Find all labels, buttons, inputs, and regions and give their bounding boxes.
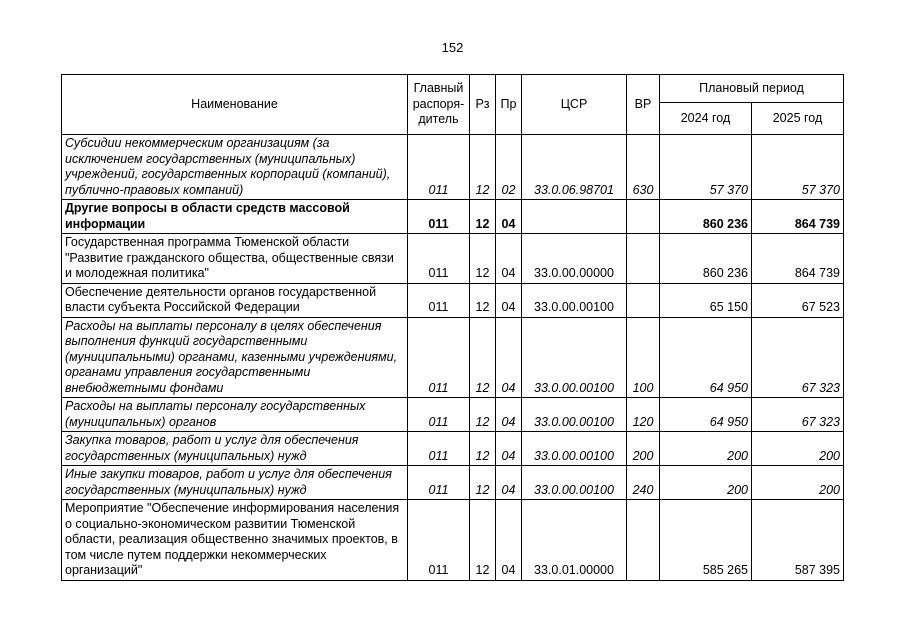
row-main-manager: 011 xyxy=(408,200,470,234)
row-name: Мероприятие "Обеспечение информирования населения о социально-экономическом развитии Тюменской области, реализация общественно значимых проектов, в том числе путем поддержки некоммерческих организаций" xyxy=(62,500,408,581)
row-vr: 120 xyxy=(627,398,660,432)
table-row xyxy=(62,432,844,466)
row-pr: 04 xyxy=(496,317,522,398)
row-vr: 100 xyxy=(627,317,660,398)
row-amount-2024: 860 236 xyxy=(660,200,752,234)
row-csr: 33.0.00.00000 xyxy=(522,234,627,284)
row-amount-2025: 67 323 xyxy=(752,317,844,398)
row-rz: 12 xyxy=(470,398,496,432)
header-pr: Пр xyxy=(496,75,522,135)
row-rz: 12 xyxy=(470,200,496,234)
row-rz: 12 xyxy=(470,135,496,200)
row-rz: 12 xyxy=(470,283,496,317)
table-body xyxy=(62,135,844,581)
header-csr: ЦСР xyxy=(522,75,627,135)
table-row xyxy=(62,500,844,581)
row-main-manager: 011 xyxy=(408,398,470,432)
table-row xyxy=(62,398,844,432)
table-row xyxy=(62,234,844,284)
row-main-manager: 011 xyxy=(408,283,470,317)
table-row xyxy=(62,317,844,398)
row-vr: 630 xyxy=(627,135,660,200)
row-csr: 33.0.00.00100 xyxy=(522,317,627,398)
row-csr: 33.0.01.00000 xyxy=(522,500,627,581)
row-main-manager: 011 xyxy=(408,466,470,500)
row-amount-2025: 67 323 xyxy=(752,398,844,432)
header-year-2024: 2024 год xyxy=(660,103,752,135)
row-amount-2024: 200 xyxy=(660,466,752,500)
page-number: 152 xyxy=(441,40,464,55)
table-row xyxy=(62,466,844,500)
row-csr: 33.0.00.00100 xyxy=(522,398,627,432)
row-pr: 04 xyxy=(496,432,522,466)
row-pr: 04 xyxy=(496,234,522,284)
row-vr xyxy=(627,200,660,234)
row-amount-2025: 57 370 xyxy=(752,135,844,200)
row-amount-2025: 200 xyxy=(752,466,844,500)
row-vr: 200 xyxy=(627,432,660,466)
header-planned-period: Плановый период xyxy=(660,75,844,103)
row-pr: 04 xyxy=(496,466,522,500)
header-vr: ВР xyxy=(627,75,660,135)
table-header xyxy=(62,75,844,135)
row-csr: 33.0.00.00100 xyxy=(522,466,627,500)
row-name: Расходы на выплаты персоналу государственных (муниципальных) органов xyxy=(62,398,408,432)
row-main-manager: 011 xyxy=(408,432,470,466)
row-name: Государственная программа Тюменской области "Развитие гражданского общества, общественные связи и молодежная политика" xyxy=(62,234,408,284)
row-name: Обеспечение деятельности органов государственной власти субъекта Российской Федерации xyxy=(62,283,408,317)
row-amount-2024: 200 xyxy=(660,432,752,466)
row-amount-2025: 864 739 xyxy=(752,200,844,234)
row-amount-2025: 864 739 xyxy=(752,234,844,284)
row-name: Иные закупки товаров, работ и услуг для обеспечения государственных (муниципальных) нужд xyxy=(62,466,408,500)
row-pr: 04 xyxy=(496,200,522,234)
row-main-manager: 011 xyxy=(408,135,470,200)
row-rz: 12 xyxy=(470,317,496,398)
row-pr: 02 xyxy=(496,135,522,200)
table-row xyxy=(62,135,844,200)
row-name: Субсидии некоммерческим организациям (за исключением государственных (муниципальных) учреждений, государственных корпораций (компаний), публично-правовых компаний) xyxy=(62,135,408,200)
row-vr xyxy=(627,283,660,317)
row-amount-2024: 57 370 xyxy=(660,135,752,200)
row-rz: 12 xyxy=(470,466,496,500)
row-amount-2024: 585 265 xyxy=(660,500,752,581)
header-main-manager: Главный распоря-дитель xyxy=(408,75,470,135)
row-rz: 12 xyxy=(470,234,496,284)
row-pr: 04 xyxy=(496,283,522,317)
row-name: Другие вопросы в области средств массовой информации xyxy=(62,200,408,234)
row-amount-2024: 64 950 xyxy=(660,398,752,432)
row-csr: 33.0.00.00100 xyxy=(522,283,627,317)
row-main-manager: 011 xyxy=(408,234,470,284)
row-amount-2025: 200 xyxy=(752,432,844,466)
row-amount-2025: 587 395 xyxy=(752,500,844,581)
row-main-manager: 011 xyxy=(408,317,470,398)
row-csr: 33.0.00.00100 xyxy=(522,432,627,466)
row-vr: 240 xyxy=(627,466,660,500)
header-name: Наименование xyxy=(62,75,408,135)
table-row xyxy=(62,200,844,234)
row-pr: 04 xyxy=(496,398,522,432)
row-vr xyxy=(627,234,660,284)
row-main-manager: 011 xyxy=(408,500,470,581)
row-vr xyxy=(627,500,660,581)
header-year-2025: 2025 год xyxy=(752,103,844,135)
row-csr: 33.0.06.98701 xyxy=(522,135,627,200)
row-rz: 12 xyxy=(470,432,496,466)
row-amount-2024: 64 950 xyxy=(660,317,752,398)
row-rz: 12 xyxy=(470,500,496,581)
row-name: Закупка товаров, работ и услуг для обеспечения государственных (муниципальных) нужд xyxy=(62,432,408,466)
row-amount-2024: 65 150 xyxy=(660,283,752,317)
table-row xyxy=(62,283,844,317)
budget-table xyxy=(61,74,844,581)
row-csr xyxy=(522,200,627,234)
row-amount-2024: 860 236 xyxy=(660,234,752,284)
row-amount-2025: 67 523 xyxy=(752,283,844,317)
header-rz: Рз xyxy=(470,75,496,135)
row-name: Расходы на выплаты персоналу в целях обеспечения выполнения функций государственными (муниципальными) органами, казенными учреждениями, органами управления государственными внебюджетными фондами xyxy=(62,317,408,398)
row-pr: 04 xyxy=(496,500,522,581)
